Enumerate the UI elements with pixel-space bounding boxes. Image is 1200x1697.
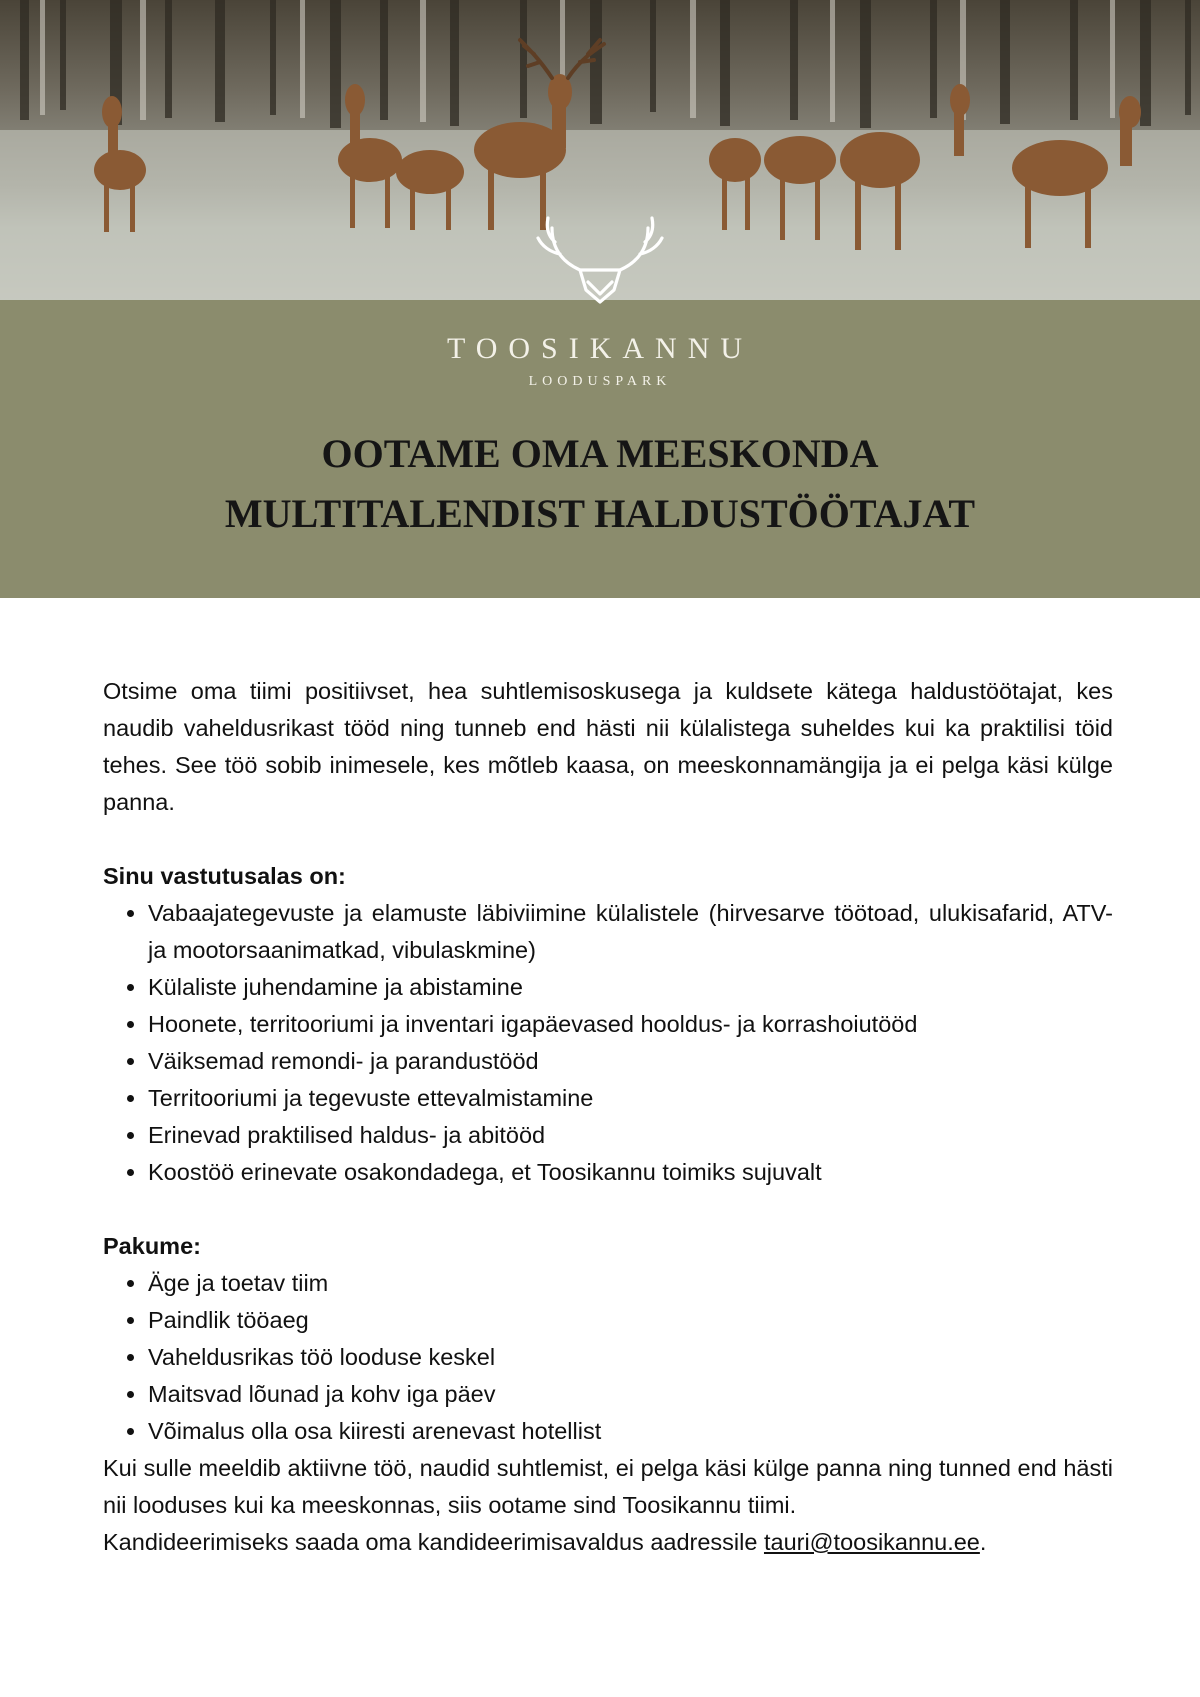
list-item: • Hoonete, territooriumi ja inventari igapäevased hooldus- ja korrashoiutööd [148, 1006, 1113, 1043]
intro-paragraph: Otsime oma tiimi positiivset, hea suhtlemisoskusega ja kuldsete kätega haldustöötajat, kes naudib vaheldusrikast tööd ning tunneb end hästi nii külalistega suheldes kui ka praktilisi töid tehes. See töö sobib inimesele, kes mõtleb kaasa, on meeskonnamängija ja ei pelga käsi külge panna. [103, 678, 1113, 815]
list-item: • Maitsvad lõunad ja kohv iga päev [148, 1376, 1113, 1413]
list-item: • Territooriumi ja tegevuste ettevalmistamine [148, 1080, 1113, 1117]
list-item: • Erinevad praktilised haldus- ja abitööd [148, 1117, 1113, 1154]
offer-heading: Pakume: [103, 1233, 201, 1259]
offer-list [103, 1265, 1113, 1450]
closing-paragraph: Kui sulle meeldib aktiivne töö, naudid suhtlemist, ei pelga käsi külge panna ning tunned end hästi nii looduses kui ka meeskonnas, siis ootame sind Toosikannu tiimi. [103, 1455, 1113, 1518]
brand-name: TOOSIKANNU [446, 332, 754, 365]
email-link[interactable]: tauri@toosikannu.ee [763, 1529, 980, 1555]
list-item: • Koostöö erinevate osakondadega, et Toosikannu toimiks sujuvalt [148, 1154, 1113, 1191]
list-item: • Äge ja toetav tiim [148, 1265, 1113, 1302]
brand-subtitle: LOODUSPARK [528, 374, 672, 389]
headline-line-2: MULTITALENDIST HALDUSTÖÖTAJAT [224, 491, 976, 536]
list-item: • Võimalus olla osa kiiresti arenevast hotellist [148, 1413, 1113, 1450]
list-item: • Vabaajategevuste ja elamuste läbiviimine külalistele (hirvesarve töötoad, ulukisafarid, ATV- ja mootorsaanimatkad, vibulaskmine) [148, 895, 1113, 969]
responsibilities-list [103, 895, 1113, 1191]
antler-logo-icon [522, 208, 678, 318]
headline-line-1: OOTAME OMA MEESKONDA [321, 431, 879, 476]
responsibilities-heading: Sinu vastutusalas on: [103, 863, 346, 889]
list-item: • Paindlik tööaeg [148, 1302, 1113, 1339]
page-title [0, 424, 1200, 544]
apply-suffix: . [979, 1529, 987, 1555]
list-item: • Väiksemad remondi- ja parandustööd [148, 1043, 1113, 1080]
apply-text: Kandideerimiseks saada oma kandideerimisavaldus aadressile [103, 1529, 764, 1555]
job-description [103, 673, 1113, 1561]
list-item: • Vaheldusrikas töö looduse keskel [148, 1339, 1113, 1376]
apply-paragraph [103, 1524, 1113, 1561]
list-item: • Külaliste juhendamine ja abistamine [148, 969, 1113, 1006]
